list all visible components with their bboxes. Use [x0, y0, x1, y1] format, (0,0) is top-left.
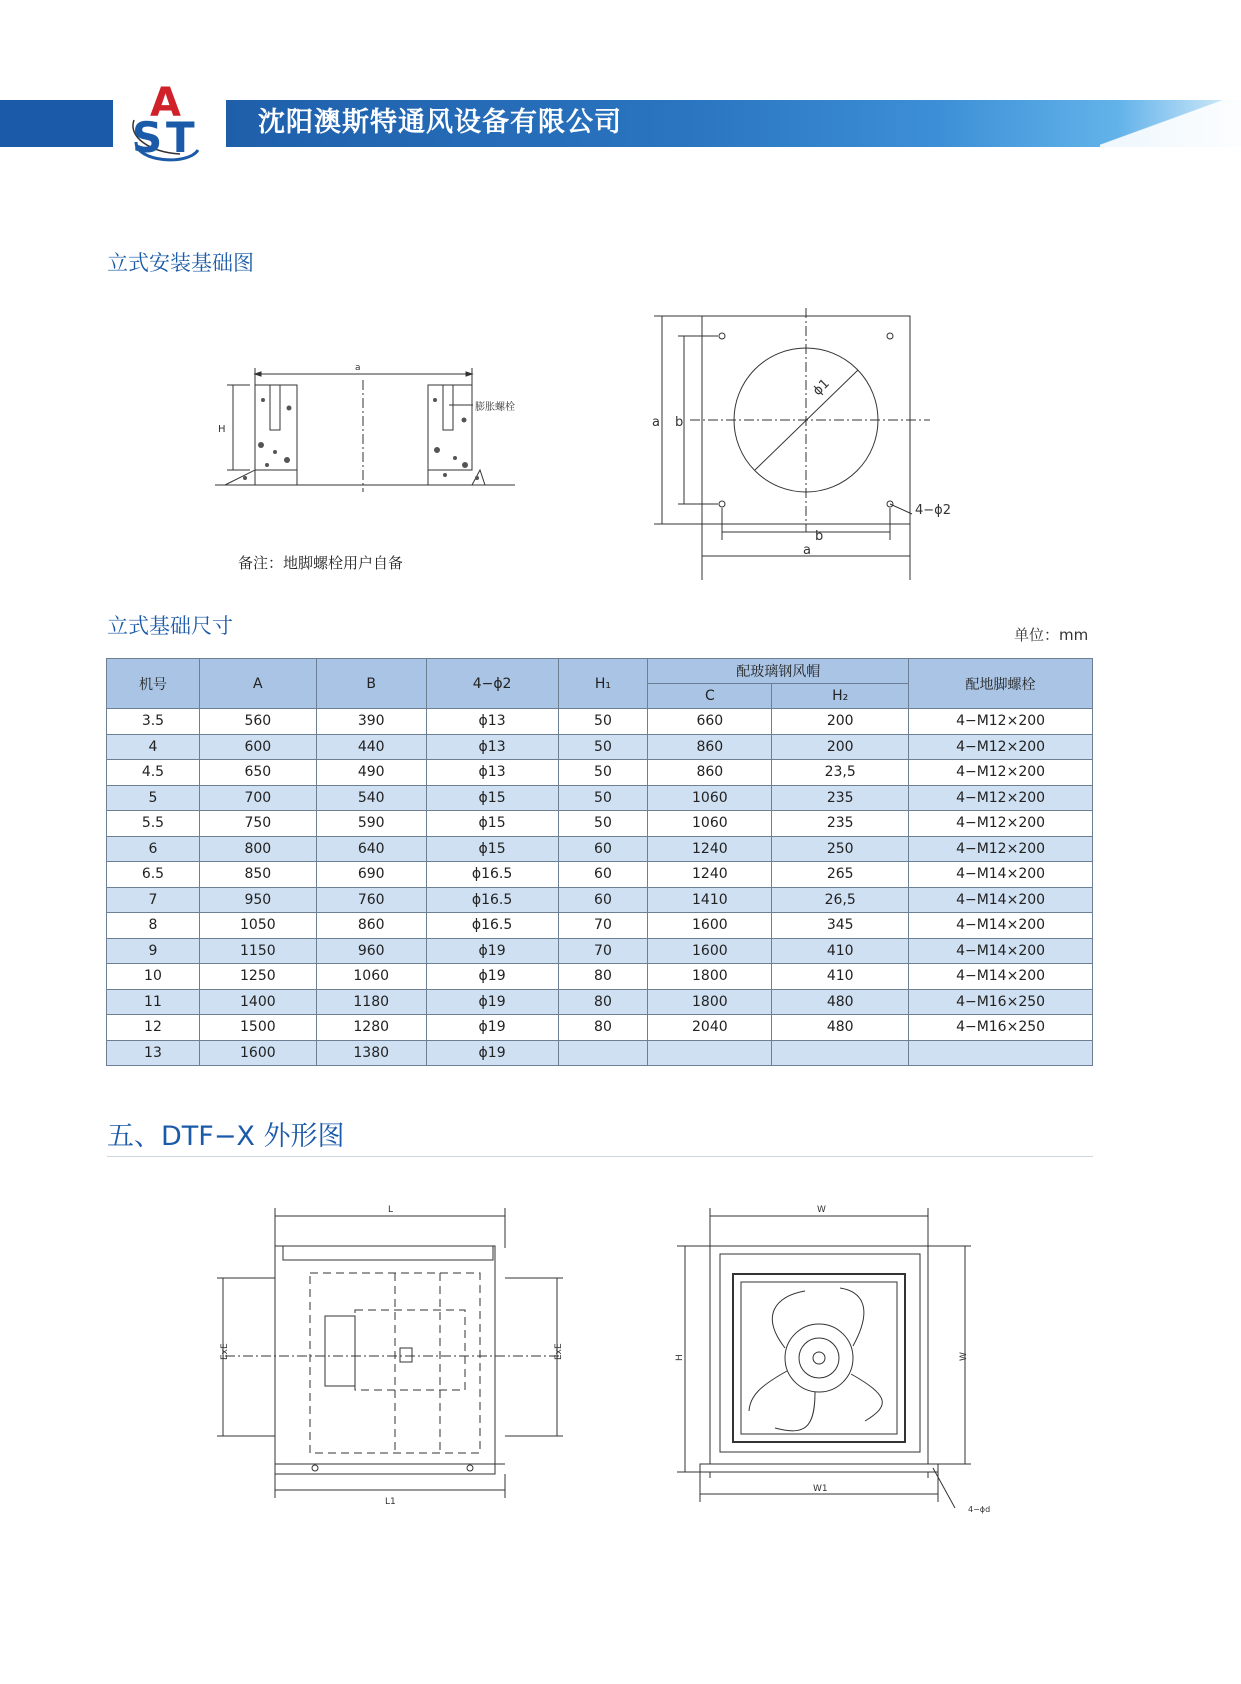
cell-holes: ϕ16.5	[426, 862, 558, 888]
table-row	[107, 913, 1093, 939]
cell-no: 10	[107, 964, 200, 990]
cell-bolt: 4−M14×200	[909, 913, 1093, 939]
cell-b: 440	[316, 734, 426, 760]
cell-h2: 345	[772, 913, 909, 939]
table-body	[107, 709, 1093, 1066]
cell-a: 950	[199, 887, 316, 913]
cell-bolt	[909, 1040, 1093, 1066]
cell-a: 1600	[199, 1040, 316, 1066]
table-row	[107, 709, 1093, 735]
cell-c: 660	[648, 709, 772, 735]
dimensions-table	[106, 658, 1093, 1066]
plan-dim-b-horiz: b	[815, 529, 824, 544]
cell-h1: 50	[558, 760, 648, 786]
note-text: 备注：地脚螺栓用户自备	[238, 554, 404, 572]
cell-no: 9	[107, 938, 200, 964]
cell-bolt: 4−M16×250	[909, 989, 1093, 1015]
section-title-dimensions: 立式基础尺寸	[107, 614, 233, 638]
cell-h2: 480	[772, 989, 909, 1015]
cell-a: 800	[199, 836, 316, 862]
cell-h1: 50	[558, 785, 648, 811]
th-bolt: 配地脚螺栓	[909, 659, 1093, 709]
front-dim-w-top: W	[817, 1205, 826, 1215]
cell-bolt: 4−M14×200	[909, 862, 1093, 888]
cell-holes: ϕ15	[426, 836, 558, 862]
table-row	[107, 836, 1093, 862]
cell-c: 1410	[648, 887, 772, 913]
cell-holes: ϕ16.5	[426, 913, 558, 939]
cell-bolt: 4−M16×250	[909, 1015, 1093, 1041]
cell-holes: ϕ13	[426, 734, 558, 760]
cell-bolt: 4−M14×200	[909, 964, 1093, 990]
cell-no: 3.5	[107, 709, 200, 735]
plan-dim-b-vert: b	[675, 415, 684, 430]
cell-a: 600	[199, 734, 316, 760]
cell-no: 8	[107, 913, 200, 939]
cell-bolt: 4−M12×200	[909, 811, 1093, 837]
section-title-outline: 五、DTF−X 外形图	[107, 1121, 345, 1152]
header-band-left	[0, 100, 113, 147]
cell-h2: 23,5	[772, 760, 909, 786]
cell-a: 1250	[199, 964, 316, 990]
cell-c: 860	[648, 760, 772, 786]
cell-c: 1600	[648, 938, 772, 964]
table-row	[107, 964, 1093, 990]
cell-b: 1380	[316, 1040, 426, 1066]
cell-c: 1240	[648, 836, 772, 862]
cell-bolt: 4−M12×200	[909, 785, 1093, 811]
cell-h2: 200	[772, 734, 909, 760]
cell-a: 1500	[199, 1015, 316, 1041]
table-row	[107, 887, 1093, 913]
logo-letter-s: S	[132, 113, 163, 162]
cell-no: 7	[107, 887, 200, 913]
table-row	[107, 760, 1093, 786]
cell-b: 960	[316, 938, 426, 964]
cell-c: 1060	[648, 811, 772, 837]
cell-a: 650	[199, 760, 316, 786]
cell-h2: 26,5	[772, 887, 909, 913]
cell-b: 1280	[316, 1015, 426, 1041]
cell-c: 1060	[648, 785, 772, 811]
cell-bolt: 4−M12×200	[909, 836, 1093, 862]
section-divider	[107, 1156, 1093, 1157]
cell-h1: 80	[558, 989, 648, 1015]
cell-h1: 70	[558, 913, 648, 939]
cell-h1: 60	[558, 836, 648, 862]
cell-h2: 250	[772, 836, 909, 862]
plan-dim-a-vert: a	[652, 415, 660, 430]
cell-holes: ϕ19	[426, 1040, 558, 1066]
cell-holes: ϕ19	[426, 938, 558, 964]
bolt-label: 膨胀螺栓	[475, 402, 515, 413]
cell-b: 860	[316, 913, 426, 939]
cell-a: 1150	[199, 938, 316, 964]
side-dim-exe-right: ExE	[554, 1343, 564, 1360]
dim-h-label: H	[218, 424, 226, 435]
th-b: B	[316, 659, 426, 709]
cell-b: 760	[316, 887, 426, 913]
cell-h2	[772, 1040, 909, 1066]
cell-a: 1050	[199, 913, 316, 939]
header-wedge	[1100, 100, 1241, 147]
cell-h1: 50	[558, 811, 648, 837]
cell-a: 750	[199, 811, 316, 837]
front-dim-h: H	[675, 1354, 685, 1361]
front-holes: 4−ϕd	[968, 1505, 991, 1514]
cell-a: 850	[199, 862, 316, 888]
unit-label: 单位：mm	[1014, 626, 1089, 644]
cell-c: 1240	[648, 862, 772, 888]
logo-letter-t: T	[166, 113, 195, 162]
plan-holes: 4−ϕ2	[915, 503, 952, 518]
th-no: 机号	[107, 659, 200, 709]
cell-a: 1400	[199, 989, 316, 1015]
cell-no: 4.5	[107, 760, 200, 786]
company-logo	[128, 80, 208, 166]
cell-holes: ϕ16.5	[426, 887, 558, 913]
table-row	[107, 938, 1093, 964]
cell-h1: 80	[558, 1015, 648, 1041]
cell-h2: 410	[772, 964, 909, 990]
cell-c: 1600	[648, 913, 772, 939]
foundation-plan-drawing	[640, 308, 960, 588]
cell-no: 5	[107, 785, 200, 811]
cell-h2: 200	[772, 709, 909, 735]
cell-b: 590	[316, 811, 426, 837]
side-view-drawing	[205, 1198, 575, 1518]
cell-holes: ϕ15	[426, 785, 558, 811]
cell-a: 700	[199, 785, 316, 811]
dim-a-label: a	[355, 363, 361, 373]
cell-b: 690	[316, 862, 426, 888]
plan-dim-a-horiz: a	[803, 543, 811, 558]
cell-h1: 60	[558, 887, 648, 913]
cell-b: 390	[316, 709, 426, 735]
th-a: A	[199, 659, 316, 709]
front-dim-w1: W1	[813, 1484, 828, 1494]
th-group: 配玻璃钢风帽	[648, 659, 909, 684]
cell-no: 6.5	[107, 862, 200, 888]
cell-bolt: 4−M12×200	[909, 709, 1093, 735]
table-row	[107, 1015, 1093, 1041]
cell-c: 860	[648, 734, 772, 760]
cell-no: 13	[107, 1040, 200, 1066]
cell-c: 2040	[648, 1015, 772, 1041]
cell-holes: ϕ13	[426, 709, 558, 735]
cell-b: 490	[316, 760, 426, 786]
cell-h2: 235	[772, 811, 909, 837]
front-view-drawing	[665, 1196, 1010, 1518]
cell-h1: 50	[558, 709, 648, 735]
cell-c: 1800	[648, 989, 772, 1015]
th-h2: H₂	[772, 684, 909, 709]
cell-holes: ϕ19	[426, 964, 558, 990]
cell-holes: ϕ13	[426, 760, 558, 786]
cell-b: 1060	[316, 964, 426, 990]
cell-c: 1800	[648, 964, 772, 990]
section-title-installation: 立式安装基础图	[107, 251, 254, 275]
cell-h1	[558, 1040, 648, 1066]
foundation-section-drawing	[215, 360, 515, 500]
table-row	[107, 734, 1093, 760]
cell-bolt: 4−M12×200	[909, 760, 1093, 786]
cell-h2: 410	[772, 938, 909, 964]
cell-c	[648, 1040, 772, 1066]
cell-holes: ϕ19	[426, 989, 558, 1015]
table-row	[107, 1040, 1093, 1066]
th-holes: 4−ϕ2	[426, 659, 558, 709]
cell-no: 11	[107, 989, 200, 1015]
front-dim-w-right: W	[959, 1352, 969, 1361]
table-row	[107, 811, 1093, 837]
cell-bolt: 4−M14×200	[909, 938, 1093, 964]
cell-no: 5.5	[107, 811, 200, 837]
cell-h1: 50	[558, 734, 648, 760]
cell-holes: ϕ19	[426, 1015, 558, 1041]
side-dim-exe-left: ExE	[220, 1343, 230, 1360]
th-h1: H₁	[558, 659, 648, 709]
table-row	[107, 785, 1093, 811]
side-dim-l: L	[388, 1205, 394, 1215]
cell-no: 12	[107, 1015, 200, 1041]
cell-b: 540	[316, 785, 426, 811]
cell-h1: 80	[558, 964, 648, 990]
side-dim-l1: L1	[385, 1497, 396, 1507]
cell-holes: ϕ15	[426, 811, 558, 837]
cell-h2: 265	[772, 862, 909, 888]
cell-bolt: 4−M12×200	[909, 734, 1093, 760]
cell-a: 560	[199, 709, 316, 735]
cell-bolt: 4−M14×200	[909, 887, 1093, 913]
cell-b: 1180	[316, 989, 426, 1015]
cell-h1: 70	[558, 938, 648, 964]
logo-letter-a: A	[150, 80, 181, 126]
cell-no: 4	[107, 734, 200, 760]
cell-h1: 60	[558, 862, 648, 888]
th-c: C	[648, 684, 772, 709]
cell-b: 640	[316, 836, 426, 862]
company-name: 沈阳澳斯特通风设备有限公司	[258, 107, 622, 138]
plan-phi1: ϕ1	[810, 376, 833, 399]
cell-no: 6	[107, 836, 200, 862]
table-row	[107, 862, 1093, 888]
cell-h2: 235	[772, 785, 909, 811]
cell-h2: 480	[772, 1015, 909, 1041]
table-row	[107, 989, 1093, 1015]
